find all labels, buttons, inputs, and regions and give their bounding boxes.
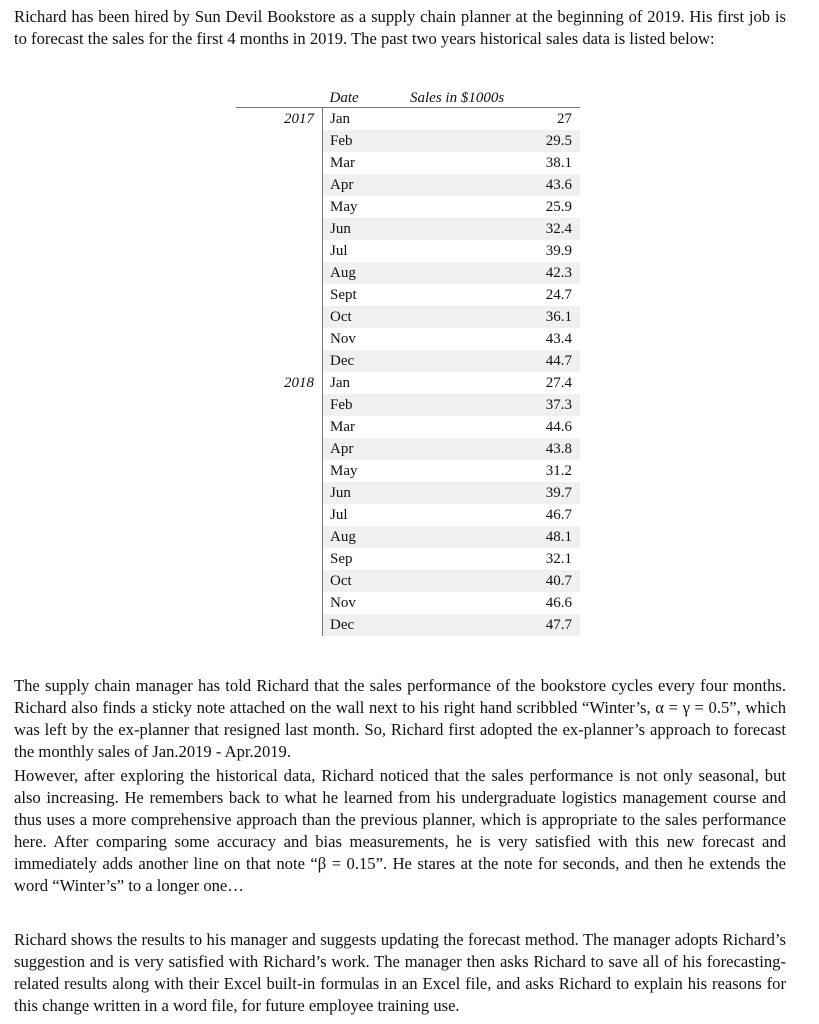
intro-paragraph: Richard has been hired by Sun Devil Bookstore as a supply chain planner at the beginning of 2019. His first job is to forecast the sales for the first 4 months in 2019. The past two years historical sales data is listed below: [14,7,786,48]
table-row [236,504,580,526]
month-cell: Aug [323,526,408,548]
year-cell [236,152,323,174]
year-cell [236,328,323,350]
sales-cell: 40.7 [407,570,580,592]
table-row [236,592,580,614]
sales-cell: 46.7 [545,506,572,523]
year-cell [236,548,323,570]
month-cell: Oct [323,570,408,592]
month-cell: Feb [323,130,408,152]
year-cell [236,570,323,592]
sales-cell: 38.1 [545,154,572,171]
sales-cell: 44.7 [407,350,580,372]
header-sales-label: Sales in $1000s [410,90,505,106]
year-cell: 2018 [284,374,314,391]
table-row [236,526,580,548]
month-cell: Dec [323,614,408,636]
table-row [236,284,580,306]
table-row [236,196,580,218]
month-cell: May [323,196,408,218]
table-row [236,460,580,482]
table-row [236,108,580,131]
header-year [236,88,323,108]
paragraph-cycle: The supply chain manager has told Richard that the sales performance of the bookstore cycles every four months. Richard also finds a sticky note attached on the wall next to his right hand scribbled “Winter’s, α = γ = 0.5”, which was left by the ex-planner that resigned last month. So, Richard first adopted the ex-planner’s approach to forecast the monthly sales of Jan.2019 - Apr.2019. [14,676,786,761]
year-cell [236,592,323,614]
table-body [236,108,580,637]
month-cell: Jan [323,372,408,394]
sales-cell: 47.7 [407,614,580,636]
month-cell: Aug [323,262,408,284]
month-cell: Apr [323,438,408,460]
sales-cell: 48.1 [407,526,580,548]
table-row [236,350,580,372]
table-row [236,614,580,636]
table-row [236,262,580,284]
table-row [236,570,580,592]
year-cell [236,306,323,328]
month-cell: Dec [323,350,408,372]
year-cell [236,416,323,438]
table-row [236,130,580,152]
month-cell: Sep [323,548,408,570]
table-row [236,152,580,174]
year-cell [236,240,323,262]
table-row [236,482,580,504]
year-cell [236,350,323,372]
paragraph-trend: However, after exploring the historical data, Richard noticed that the sales performance is not only seasonal, but also increasing. He remembers back to what he learned from his undergraduate logistics management course and thus uses a more comprehensive approach than the previous planner, which is appropriate to the sales performance here. After comparing some accuracy and bias measurements, he is very satisfied with this new forecast and immediately adds another line on that note “β = 0.15”. He stares at the note for seconds, and then he extends the word “Winter’s” to a longer one… [14,766,786,895]
month-cell: May [323,460,408,482]
table-row [236,306,580,328]
table-row [236,372,580,394]
month-cell: Nov [323,592,408,614]
sales-cell: 36.1 [407,306,580,328]
table-row [236,438,580,460]
sales-cell: 43.4 [545,330,572,347]
month-cell: Jun [323,218,408,240]
year-cell: 2017 [284,110,314,127]
sales-table [236,88,580,636]
month-cell: Jan [323,108,408,131]
month-cell: Sept [323,284,408,306]
table-row [236,240,580,262]
sales-cell: 29.5 [407,130,580,152]
month-cell: Oct [323,306,408,328]
year-cell [236,526,323,548]
month-cell: Jul [323,240,408,262]
sales-cell: 37.3 [407,394,580,416]
month-cell: Jun [323,482,408,504]
sales-cell: 27 [557,110,572,127]
sales-cell: 44.6 [545,418,572,435]
month-cell: Feb [323,394,408,416]
year-cell [236,394,323,416]
year-cell [236,614,323,636]
year-cell [236,460,323,482]
year-cell [236,438,323,460]
table-row [236,174,580,196]
year-cell [236,262,323,284]
sales-cell: 24.7 [545,286,572,303]
paragraph-results: Richard shows the results to his manager and suggests updating the forecast method. The manager adopts Richard’s suggestion and is very satisfied with Richard’s work. The manager then asks Richard to save all of his forecasting-related results along with their Excel built-in formulas in an Excel file, and asks Richard to explain his reasons for this change written in a word file, for future employee training use. [14,930,786,1015]
sales-cell: 46.6 [545,594,572,611]
table-row [236,548,580,570]
table-row [236,394,580,416]
sales-cell: 32.1 [545,550,572,567]
header-sales [407,88,580,108]
table-row [236,416,580,438]
sales-cell: 25.9 [545,198,572,215]
sales-cell: 39.7 [407,482,580,504]
sales-cell: 27.4 [545,374,572,391]
month-cell: Apr [323,174,408,196]
year-cell [236,174,323,196]
month-cell: Jul [323,504,408,526]
month-cell: Mar [323,416,408,438]
table-row [236,218,580,240]
table-header-row [236,88,580,108]
table-row [236,328,580,350]
year-cell [236,218,323,240]
sales-cell: 42.3 [407,262,580,284]
sales-cell: 43.8 [407,438,580,460]
year-cell [236,482,323,504]
sales-cell: 43.6 [407,174,580,196]
year-cell [236,196,323,218]
year-cell [236,130,323,152]
sales-cell: 32.4 [407,218,580,240]
sales-cell: 31.2 [545,462,572,479]
year-cell [236,284,323,306]
month-cell: Mar [323,152,408,174]
sales-cell: 39.9 [545,242,572,259]
month-cell: Nov [323,328,408,350]
header-date: Date [323,88,408,108]
year-cell [236,504,323,526]
